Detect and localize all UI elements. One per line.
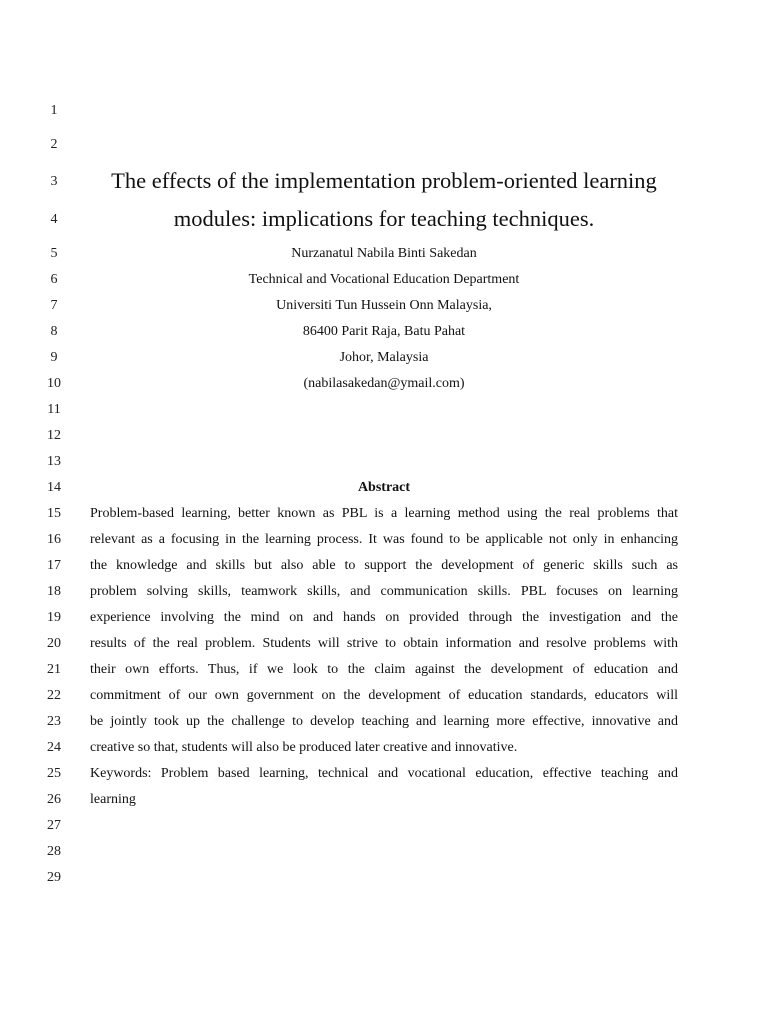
- line-number: 1: [50, 103, 58, 118]
- line-number: 3: [50, 174, 58, 189]
- line-number: 22: [47, 688, 61, 703]
- abstract-line: experience involving the mind on and hands on provided through the investigation and the: [90, 610, 678, 625]
- line-number: 23: [47, 714, 61, 729]
- line-number: 24: [47, 740, 61, 755]
- author-email: (nabilasakedan@ymail.com): [303, 376, 465, 391]
- line-number: 5: [50, 246, 58, 261]
- line-number: 17: [47, 558, 61, 573]
- line-number: 2: [50, 137, 58, 152]
- title-line-2: modules: implications for teaching techniques.: [173, 206, 595, 231]
- abstract-line: be jointly took up the challenge to develop teaching and learning more effective, innovative and: [90, 714, 678, 729]
- line-number: 19: [47, 610, 61, 625]
- line-number: 12: [47, 428, 61, 443]
- abstract-line: their own efforts. Thus, if we look to the claim against the development of education and: [90, 662, 678, 677]
- line-number: 16: [47, 532, 61, 547]
- abstract-line: Problem-based learning, better known as PBL is a learning method using the real problems that: [90, 506, 678, 521]
- line-number: 8: [50, 324, 58, 339]
- abstract-heading: Abstract: [357, 480, 411, 495]
- author-name: Nurzanatul Nabila Binti Sakedan: [291, 246, 477, 261]
- line-number: 14: [47, 480, 61, 495]
- line-number: 6: [50, 272, 58, 287]
- line-number: 4: [50, 212, 58, 227]
- abstract-line: the knowledge and skills but also able to support the development of generic skills such as: [90, 558, 678, 573]
- line-number: 9: [50, 350, 58, 365]
- abstract-line: commitment of our own government on the development of education standards, educators will: [90, 688, 678, 703]
- line-number: 18: [47, 584, 61, 599]
- line-number: 20: [47, 636, 61, 651]
- keywords-line-2: learning: [90, 792, 136, 807]
- line-number: 21: [47, 662, 61, 677]
- author-university: Universiti Tun Hussein Onn Malaysia,: [276, 298, 492, 313]
- line-number: 28: [47, 844, 61, 859]
- line-number: 29: [47, 870, 61, 885]
- author-department: Technical and Vocational Education Department: [248, 272, 520, 287]
- author-address-1: 86400 Parit Raja, Batu Pahat: [302, 324, 466, 339]
- title-line-1: The effects of the implementation problem-oriented learning: [111, 168, 657, 193]
- abstract-line: problem solving skills, teamwork skills, and communication skills. PBL focuses on learning: [90, 584, 678, 599]
- abstract-line: relevant as a focusing in the learning process. It was found to be applicable not only in enhancing: [90, 532, 678, 547]
- line-number: 25: [47, 766, 61, 781]
- author-address-2: Johor, Malaysia: [339, 350, 429, 365]
- line-number: 27: [47, 818, 61, 833]
- abstract-line: creative so that, students will also be produced later creative and innovative.: [90, 740, 518, 755]
- abstract-line: results of the real problem. Students will strive to obtain information and resolve problems with: [90, 636, 678, 651]
- line-number: 26: [47, 792, 61, 807]
- line-number: 11: [47, 402, 61, 417]
- line-number: 13: [47, 454, 61, 469]
- keywords-line-1: Keywords: Problem based learning, technical and vocational education, effective teaching and: [90, 766, 678, 781]
- line-number: 10: [47, 376, 61, 391]
- line-number: 15: [47, 506, 61, 521]
- line-number: 7: [50, 298, 58, 313]
